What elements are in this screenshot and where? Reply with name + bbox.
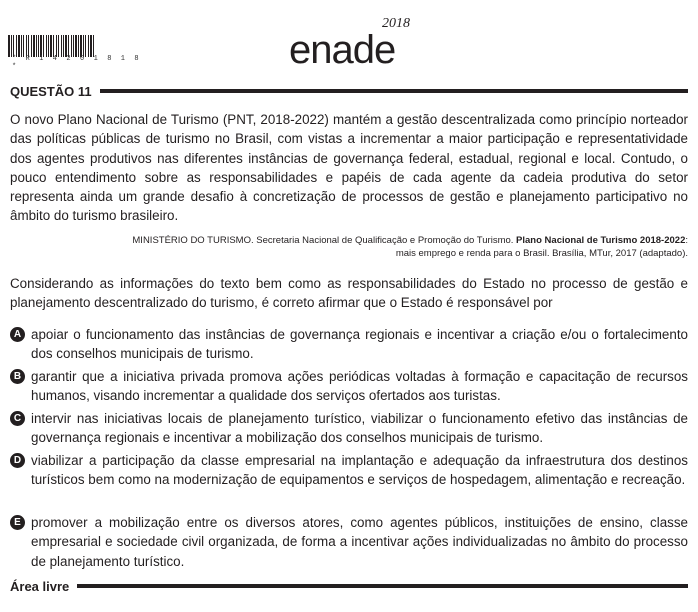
barcode-bar	[58, 35, 59, 57]
alternative-d[interactable]	[10, 451, 688, 490]
barcode-bar	[50, 35, 52, 57]
barcode-bar	[80, 35, 82, 57]
barcode-bar	[46, 35, 47, 57]
alternative-text: garantir que a iniciativa privada promova ações periódicas voltadas à formação e capacitação de recursos humanos, visando incrementar a qualidade dos serviços ofertados aos turistas.	[31, 369, 688, 404]
question-text: O novo Plano Nacional de Turismo (PNT, 2018-2022) mantém a gestão descentralizada como princípio norteador das políticas públicas de turismo no Brasil, com vistas a incrementar a maior participação e representatividade dos agentes produtivos nas diferentes instâncias de governança federal, estadual, regional e local. Contudo, o pouco entendimento sobre as responsabilidades e papéis de cada agente da cadeia produtiva do setor representa ainda um grande desafio à concretização de processos de gestão e planejamento participativo no âmbito do turismo brasileiro.	[10, 112, 688, 224]
barcode-bar	[93, 35, 94, 57]
barcode-bar	[71, 35, 72, 57]
barcode-bar	[23, 35, 24, 57]
barcode-bar	[33, 35, 35, 57]
logo-word: enade	[289, 28, 396, 72]
barcode-bar	[61, 35, 62, 57]
barcode-bar	[85, 35, 86, 57]
barcode-bar	[73, 35, 74, 57]
alternative-text: intervir nas iniciativas locais de planejamento turístico, viabilizar o funcionamento efetivo das instâncias de governança regionais e incentivar a mobilização dos conselhos municipais de turismo.	[31, 411, 688, 446]
header-rule	[100, 89, 688, 93]
logo-year: 2018	[382, 16, 410, 31]
alternative-a[interactable]	[10, 325, 688, 364]
question-header	[10, 83, 688, 99]
barcode-bar	[40, 35, 42, 57]
barcode-bar	[63, 35, 64, 57]
barcode-bar	[16, 35, 17, 57]
barcode-bar	[18, 35, 20, 57]
enade-logo	[289, 16, 439, 72]
barcode	[8, 35, 154, 57]
footer-rule	[77, 584, 688, 588]
barcode-bar	[38, 35, 39, 57]
free-area-header	[10, 578, 688, 594]
alternative-letter-badge: B	[10, 369, 25, 384]
barcode-bar	[56, 35, 57, 57]
alternative-letter-badge: D	[10, 453, 25, 468]
source-colon: :	[685, 235, 688, 246]
barcode-bar	[88, 35, 89, 57]
barcode-bar	[8, 35, 10, 57]
alternative-letter-badge: E	[10, 515, 25, 530]
alternative-e[interactable]	[10, 513, 688, 571]
barcode-bar	[65, 35, 67, 57]
barcode-bar	[43, 35, 44, 57]
barcode-bar	[75, 35, 77, 57]
barcode-bar	[28, 35, 29, 57]
question-stem: Considerando as informações do texto bem como as responsabilidades do Estado no processo de gestão e planejamento descentralizado do turismo, é correto afirmar que o Estado é responsável por	[10, 276, 688, 311]
barcode-bar	[13, 35, 14, 57]
free-area-label: Área livre	[10, 578, 70, 594]
barcode-bar	[48, 35, 49, 57]
barcode-bar	[31, 35, 32, 57]
barcode-bar	[11, 35, 12, 57]
source-details: mais emprego e renda para o Brasil. Brasília, MTur, 2017 (adaptado).	[395, 248, 688, 259]
barcode-bar	[26, 35, 27, 57]
alternative-b[interactable]	[10, 367, 688, 406]
barcode-bar	[83, 35, 84, 57]
source-title: Plano Nacional de Turismo 2018-2022	[516, 235, 686, 246]
barcode-bar	[68, 35, 69, 57]
barcode-bar	[90, 35, 92, 57]
alternative-text: viabilizar a participação da classe empresarial na implantação e adequação da infraestrutura dos destinos turísticos bem como na modernização de equipamentos e serviços de hospedagem, alimentação e recreação.	[31, 453, 688, 488]
alternative-letter-badge: C	[10, 411, 25, 426]
alternative-c[interactable]	[10, 409, 688, 448]
barcode-bar	[78, 35, 79, 57]
alternative-text: promover a mobilização entre os diversos atores, como agentes públicos, instituições de ensino, classe empresarial e sociedade civil organizada, de forma a incentivar ações individualizadas no âmbito do processo de planejamento turístico.	[31, 515, 688, 569]
alternative-letter-badge: A	[10, 327, 25, 342]
question-title: QUESTÃO 11	[10, 83, 92, 99]
barcode-text: * R 1 4 2 0 1 8 1 8 *	[12, 55, 142, 71]
alternative-text: apoiar o funcionamento das instâncias de governança regionais e incentivar a criação e/ou o fortalecimento dos conselhos municipais de turismo.	[31, 327, 688, 362]
source-citation	[10, 234, 688, 260]
source-prefix: MINISTÉRIO DO TURISMO. Secretaria Nacional de Qualificação e Promoção do Turismo.	[132, 235, 514, 246]
barcode-bar	[53, 35, 54, 57]
barcode-bar	[21, 35, 22, 57]
barcode-bar	[36, 35, 37, 57]
